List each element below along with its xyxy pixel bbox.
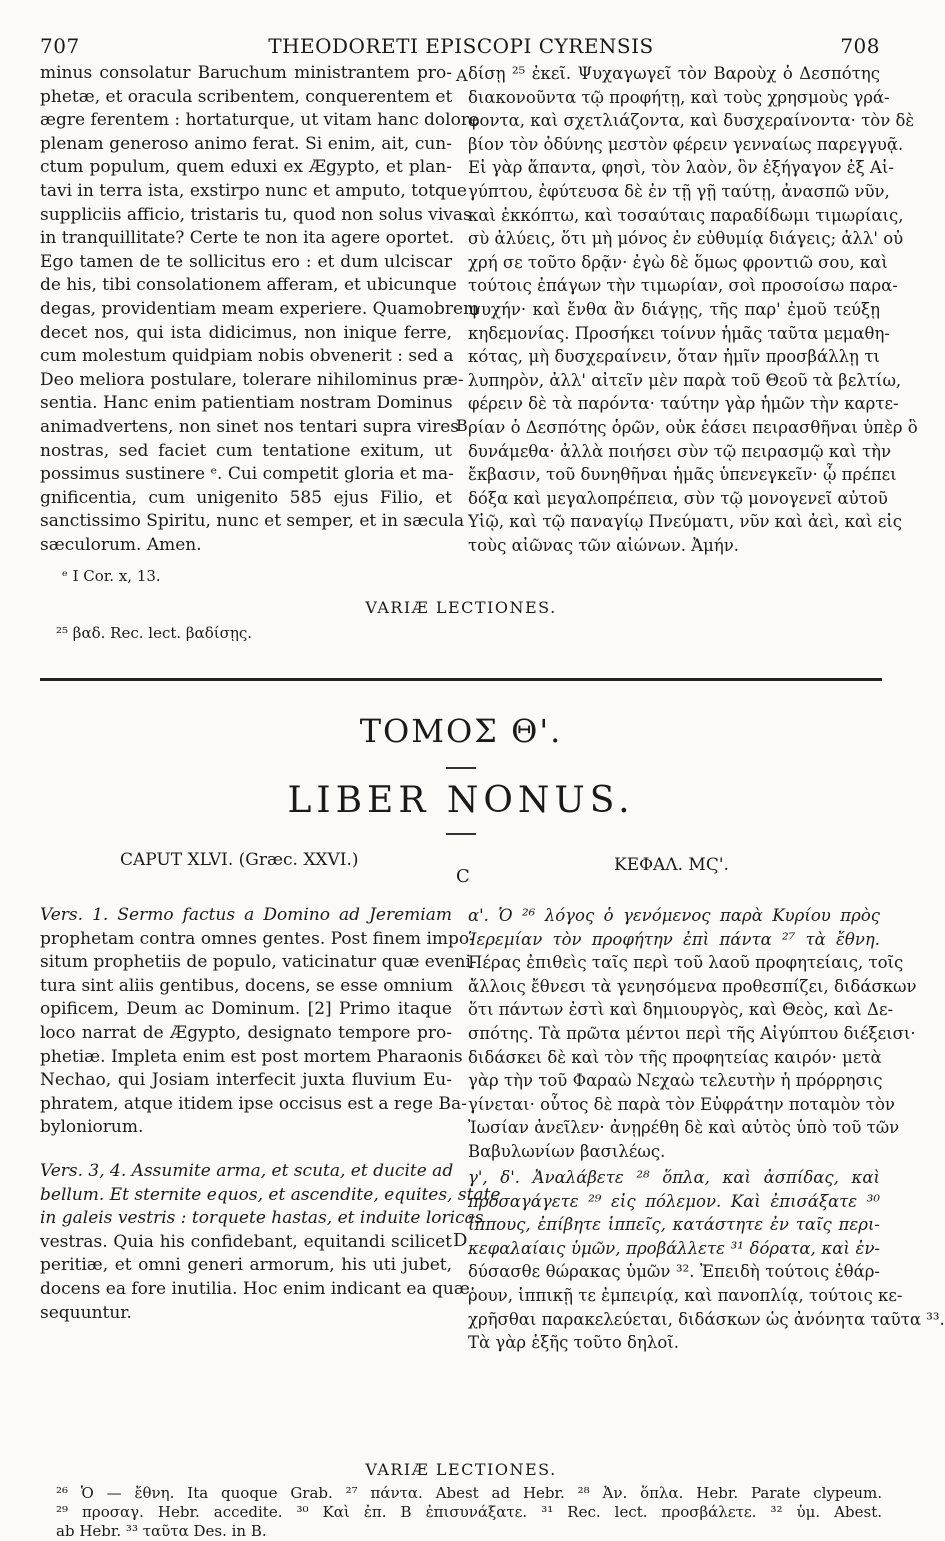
footnote-e: ᵉ I Cor. x, 13.: [62, 567, 161, 585]
text-line: δύσασθε θώρακας ὑμῶν ³². Ἐπειδὴ τούτοις ἐθάρ-: [468, 1262, 880, 1282]
text-line: βίον τὸν ὀδύνης μεστὸν φέρειν γενναίως παρεγγυᾷ.: [468, 134, 904, 154]
text-line: προσαγάγετε ²⁹ εἰς πόλεμον. Καὶ ἐπισάξατε ³⁰: [468, 1191, 880, 1211]
text-line: in tranquillitate? Certe te non ita agere oportet.: [40, 228, 455, 249]
text-line: Deo meliora postulare, tolerare nihilominus præ-: [40, 369, 464, 390]
variae-lectiones-notes: [56, 1484, 882, 1541]
variant-note-line: ²⁹ προσαγ. Hebr. accedite. ³⁰ Καὶ ἐπ. B ἐπισυνάξατε. ³¹ Rec. lect. προσβάλετε. ³² ὑμ. Abest.: [56, 1503, 882, 1521]
text-line: phetiæ. Impleta enim est post mortem Pharaonis: [40, 1046, 463, 1067]
text-line: sequuntur.: [40, 1302, 132, 1323]
text-line: in galeis vestris : torquete hastas, et induite loricas: [40, 1208, 484, 1229]
liber-title: LIBER NONUS.: [287, 780, 635, 821]
text-line: bellum. Et sternite equos, et ascendite, equites, state: [40, 1184, 501, 1205]
margin-marker-c: C: [456, 866, 470, 887]
text-line: σπότης. Τὰ πρῶτα μέντοι περὶ τῆς Αἰγύπτου διέξεισι·: [468, 1023, 916, 1043]
text-line: degas, providentiam meam experiere. Quamobrem: [40, 298, 480, 319]
title-dash: [446, 767, 476, 769]
text-line: opificem, Deum ac Dominum. [2] Primo itaque: [40, 999, 452, 1020]
variant-note-line: ab Hebr. ³³ ταῦτα Des. in B.: [56, 1522, 267, 1540]
text-line: byloniorum.: [40, 1117, 144, 1138]
text-line: φοντα, καὶ σχετλιάζοντα, καὶ δυσχεραίνοντα· τὸν δὲ: [468, 111, 915, 131]
text-line: τούτοις ἐπάγων τὴν τιμωρίαν, σοὶ προσοίσω παρα-: [468, 276, 898, 296]
text-line: tura sint aliis gentibus, docens, se esse omnium: [40, 975, 454, 996]
text-line: χρή σε τοῦτο δρᾷν· ἐγὼ δὲ ὅμως φροντιῶ σου, καὶ: [468, 252, 888, 272]
text-line: gnificentia, cum unigenito 585 ejus Filio, et: [40, 487, 452, 508]
variae-lectiones-title: VARIÆ LECTIONES.: [365, 598, 557, 617]
title-dash: [446, 833, 476, 835]
text-line: ρίαν ὁ Δεσπότης ὁρῶν, οὐκ ἐάσει πειρασθῆναι ὑπὲρ ὃ: [468, 417, 918, 437]
text-line: prophetam contra omnes gentes. Post finem impo-: [40, 928, 475, 949]
text-line: τοὺς αἰῶνας τῶν αἰώνων. Ἀμήν.: [468, 535, 740, 555]
text-line: Πέρας ἐπιθεὶς ταῖς περὶ τοῦ λαοῦ προφητείαις, τοῖς: [468, 953, 904, 973]
text-line: Βαβυλωνίων βασιλέως.: [468, 1141, 666, 1161]
latin-column-bottom-p1: [40, 904, 477, 1140]
text-line: διδάσκει δὲ καὶ τὸν τῆς προφητείας καιρόν· μετὰ: [468, 1047, 882, 1067]
text-line: possimus sustinere ᵉ. Cui competit gloria et ma-: [40, 464, 454, 485]
greek-column-bottom-p1: [468, 904, 917, 1164]
text-line: sentia. Hanc enim patientiam nostram Dominus: [40, 393, 453, 414]
text-line: vestras. Quia his confidebant, equitandi scilicet: [40, 1231, 452, 1252]
text-line: διακονοῦντα τῷ προφήτῃ, καὶ τοὺς χρησμοὺς γρά-: [468, 87, 890, 107]
text-line: plenam generoso animo ferat. Si enim, ait, cun-: [40, 133, 452, 154]
variant-note-line: ²⁶ Ὁ — ἔθνη. Ita quoque Grab. ²⁷ πάντα. Abest ad Hebr. ²⁸ Ἀν. ὅπλα. Hebr. Parate clypeum.: [56, 1484, 882, 1502]
left-page-number: 707: [40, 34, 80, 58]
text-line: λυπηρὸν, ἀλλ' αἰτεῖν μὲν παρὰ τοῦ Θεοῦ τὰ βελτίω,: [468, 370, 902, 390]
variae-lectiones-note: ²⁵ βαδ. Rec. lect. βαδίσῃς.: [56, 624, 253, 642]
text-line: phetæ, et oracula scribentem, conquerentem et: [40, 86, 453, 107]
text-line: δίσῃ ²⁵ ἐκεῖ. Ψυχαγωγεῖ τὸν Βαροὺχ ὁ Δεσπότης: [468, 64, 880, 83]
text-line: ἄλλοις ἔθνεσι τὰ γενησόμενα προθεσπίζει, διδάσκων: [468, 976, 917, 996]
latin-column-top: [40, 62, 480, 557]
text-line: ægre ferentem : hortaturque, ut vitam hanc dolore: [40, 110, 480, 131]
text-line: κότας, μὴ δυσχεραίνειν, ὅταν ἡμῖν προσβάλλῃ τι: [468, 347, 880, 367]
text-line: sæculorum. Amen.: [40, 534, 202, 555]
text-line: minus consolatur Baruchum ministrantem pro-: [40, 63, 452, 83]
text-line: Ἱερεμίαν τὸν προφήτην ἐπὶ πάντα ²⁷ τὰ ἔθνη.: [468, 929, 880, 949]
text-line: tavi in terra ista, exstirpo nunc et amputo, totque: [40, 180, 467, 201]
text-line: Τὰ γὰρ ἑξῆς τοῦτο δηλοῖ.: [468, 1333, 679, 1353]
text-line: κηδεμονίας. Προσήκει τοίνυν ἡμᾶς ταῦτα μεμαθη-: [468, 323, 890, 343]
greek-column-bottom-p2: [468, 1166, 945, 1355]
text-line: peritiæ, et omni generi armorum, his uti jubet,: [40, 1255, 452, 1276]
text-line: κεφαλαίαις ὑμῶν, προβάλλετε ³¹ δόρατα, καὶ ἐν-: [468, 1238, 880, 1258]
text-line: δυνάμεθα· ἀλλὰ ποιήσει σὺν τῷ πειρασμῷ καὶ τὴν: [468, 441, 892, 461]
text-line: ὅτι πάντων ἐστὶ καὶ δημιουργὸς, καὶ Θεὸς, καὶ Δε-: [468, 1000, 894, 1020]
text-line: ctum populum, quem eduxi ex Ægypto, et plan-: [40, 157, 452, 178]
text-line: ψυχήν· καὶ ἔνθα ἂν διάγῃς, τῆς παρ' ἐμοῦ τεύξῃ: [468, 299, 880, 319]
running-title: THEODORETI EPISCOPI CYRENSIS: [268, 34, 654, 58]
text-line: γ', δ'. Ἀναλάβετε ²⁸ ὅπλα, καὶ ἀσπίδας, καὶ: [468, 1168, 880, 1187]
text-line: animadvertens, non sinet nos tentari supra vires: [40, 416, 460, 437]
greek-column-top: [468, 62, 918, 557]
text-line: γύπτου, ἐφύτευσα δὲ ἐν τῇ γῇ ταύτῃ, ἀνασπῶ νῦν,: [468, 181, 890, 201]
section-rule: [40, 678, 882, 681]
text-line: de his, tibi consolationem afferam, et ubicunque: [40, 275, 457, 296]
text-line: decet nos, qui ista didicimus, non inique ferre,: [40, 322, 452, 343]
text-line: Ego tamen de te sollicitus ero : et dum ulciscar: [40, 251, 452, 272]
text-line: ἵππους, ἐπίβητε ἱππεῖς, κατάστητε ἐν ταῖς περι-: [468, 1215, 880, 1235]
text-line: loco narrat de Ægypto, designato tempore pro-: [40, 1022, 452, 1043]
text-line: Εἰ γὰρ ἅπαντα, φησὶ, τὸν λαὸν, ὃν ἐξήγαγον ἐξ Αἰ-: [468, 158, 894, 178]
text-line: docens ea fore inutilia. Hoc enim indicant ea quæ: [40, 1278, 470, 1299]
text-line: δόξα καὶ μεγαλοπρέπεια, σὺν τῷ μονογενεῖ αὐτοῦ: [468, 488, 888, 508]
text-line: Ἰωσίαν ἀνεῖλεν· ἀνῃρέθη δὲ καὶ αὐτὸς ὑπὸ τοῦ τῶν: [468, 1118, 900, 1138]
caput-greek-heading: ΚΕΦΑΛ. ΜϚ'.: [614, 855, 729, 875]
text-line: φέρειν δὲ τὰ παρόντα· ταύτην γὰρ ἡμῶν τὴν καρτε-: [468, 394, 899, 414]
right-page-number: 708: [840, 34, 880, 58]
text-line: καὶ ἐκκόπτω, καὶ τοσαύταις παραδίδωμι τιμωρίαις,: [468, 205, 904, 225]
margin-marker-a: A: [456, 66, 468, 85]
text-line: situm prophetiis de populo, vaticinatur quæ eveni-: [40, 952, 477, 973]
text-line: Υἱῷ, καὶ τῷ παναγίῳ Πνεύματι, νῦν καὶ ἀεὶ, καὶ εἰς: [468, 512, 903, 532]
text-line: γίνεται· οὗτος δὲ παρὰ τὸν Εὐφράτην ποταμὸν τὸν: [468, 1094, 895, 1114]
text-line: Vers. 1. Sermo factus a Domino ad Jeremiam: [40, 905, 452, 925]
text-line: χρῆσθαι παρακελεύεται, διδάσκων ὡς ἀνόνητα ταῦτα ³³.: [468, 1309, 945, 1329]
latin-column-bottom-p2: [40, 1160, 501, 1325]
text-line: ῥουν, ἱππικῇ τε ἐμπειρίᾳ, καὶ πανοπλίᾳ, τούτοις κε-: [468, 1285, 903, 1305]
margin-marker-d: D: [453, 1230, 468, 1251]
text-line: α'. Ὁ ²⁶ λόγος ὁ γενόμενος παρὰ Κυρίου πρὸς: [468, 906, 880, 925]
tomos-title: ΤΟΜΟΣ Θ'.: [359, 712, 563, 750]
variae-lectiones-title: VARIÆ LECTIONES.: [365, 1460, 557, 1479]
caput-latin-heading: CAPUT XLVI. (Græc. XXVI.): [120, 850, 359, 870]
text-line: nostras, sed faciet cum tentatione exitum, ut: [40, 440, 452, 461]
text-line: phratem, atque itidem ipse occisus est a rege Ba-: [40, 1093, 467, 1114]
text-line: ἔκβασιν, τοῦ δυνηθῆναι ἡμᾶς ὑπενεγκεῖν· ᾧ πρέπει: [468, 465, 897, 485]
text-line: σὺ ἀλύεις, ὅτι μὴ μόνος ἐν εὐθυμίᾳ διάγεις; ἀλλ' οὐ: [468, 229, 904, 249]
text-line: Nechao, qui Josiam interfecit juxta fluvium Eu-: [40, 1070, 452, 1091]
text-line: suppliciis afficio, tristaris tu, quod non solus vivas: [40, 204, 472, 225]
text-line: γὰρ τὴν τοῦ Φαραὼ Νεχαὼ τελευτὴν ἡ πρόρρησις: [468, 1071, 883, 1091]
text-line: sanctissimo Spiritu, nunc et semper, et in sæcula: [40, 511, 465, 532]
text-line: Vers. 3, 4. Assumite arma, et scuta, et ducite ad: [40, 1161, 454, 1181]
text-line: cum molestum quidpiam nobis obvenerit : sed a: [40, 346, 454, 367]
margin-marker-b: B: [456, 416, 468, 435]
